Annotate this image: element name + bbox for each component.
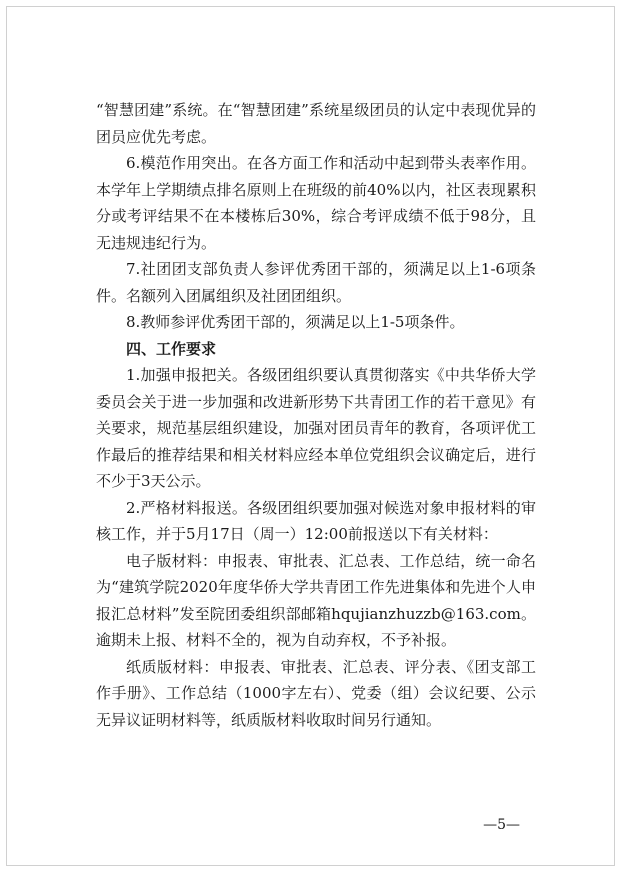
- document-page: [6, 6, 615, 866]
- paragraph-item-8: 8.教师参评优秀团干部的，须满足以上1-5项条件。: [126, 313, 465, 331]
- paragraph-paper-materials: 纸质版材料：申报表、审批表、汇总表、评分表、《团支部工作手册》、工作总结（1000字左右）、党委（组）会议纪要、公示无异议证明材料等，纸质版材料收取时间另行通知。: [96, 657, 536, 729]
- paragraph-requirement-1: 1.加强申报把关。各级团组织要认真贯彻落实《中共华侨大学委员会关于进一步加强和改进新形势下共青团工作的若干意见》有关要求，规范基层组织建设，加强对团员青年的教育，各项评优工作最后的推荐结果和相关材料应经本单位党组织会议确定后，进行不少于3天公示。: [96, 366, 536, 490]
- paragraph-item-6: 6.模范作用突出。在各方面工作和活动中起到带头表率作用。本学年上学期绩点排名原则上在班级的前40%以内，社区表现累积分或考评结果不在本楼栋后30%，综合考评成绩不低于98分，且无违规违纪行为。: [96, 154, 536, 252]
- section-heading: 四、工作要求: [126, 339, 217, 358]
- paragraph-continuation: “智慧团建”系统。在“智慧团建”系统星级团员的认定中表现优异的团员应优先考虑。: [96, 101, 536, 146]
- paragraph-requirement-2: 2.严格材料报送。各级团组织要加强对候选对象申报材料的审核工作，并于5月17日（周一）12:00前报送以下有关材料：: [96, 498, 536, 543]
- document-body: [96, 97, 536, 733]
- paragraph-item-7: 7.社团团支部负责人参评优秀团干部的，须满足以上1-6项条件。名额列入团属组织及社团团组织。: [96, 260, 536, 305]
- page-number: —5—: [483, 817, 520, 833]
- paragraph-electronic-materials: 电子版材料：申报表、审批表、汇总表、工作总结，统一命名为“建筑学院2020年度华侨大学共青团工作先进集体和先进个人申报汇总材料”发至院团委组织部邮箱hqujianzhuzzb@163.com。逾期未上报、材料不全的，视为自动弃权，不予补报。: [96, 551, 536, 649]
